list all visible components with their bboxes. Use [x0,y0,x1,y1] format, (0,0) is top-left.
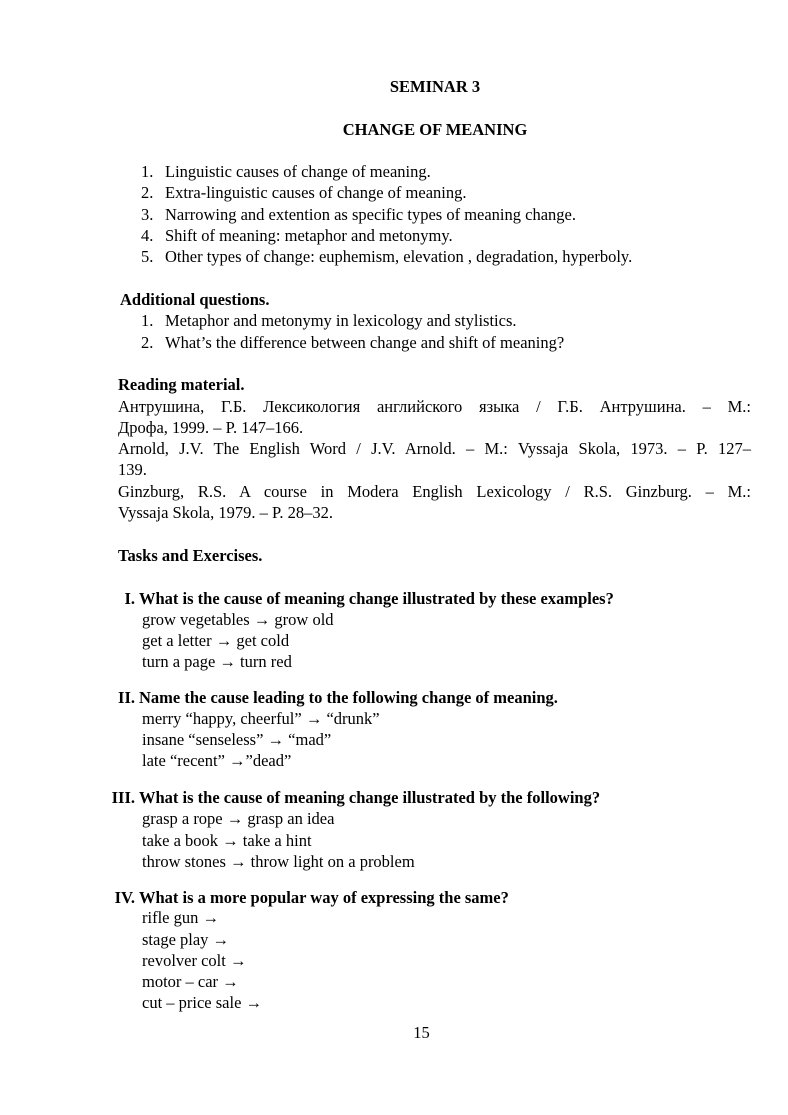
reading-heading: Reading material. [118,375,245,394]
example-line: late “recent” →”dead” [142,751,292,770]
tasks-heading: Tasks and Exercises. [118,546,263,565]
list-item: 3. Narrowing and extention as specific types of meaning change. [141,205,576,224]
example-line: throw stones → throw light on a problem [142,852,415,871]
example-line: revolver colt → [142,951,247,970]
list-item: 1. Linguistic causes of change of meaning. [141,162,431,181]
topic-text: Linguistic causes of change of meaning. [165,162,431,181]
example-line: rifle gun → [142,908,219,927]
reference-line: Vyssaja Skola, 1979. – P. 28–32. [118,503,333,522]
example-line: cut – price sale → [142,993,263,1012]
topic-text: Other types of change: euphemism, elevation , degradation, hyperboly. [165,247,633,266]
page-number: 15 [413,1023,430,1042]
topic-text: Shift of meaning: metaphor and metonymy. [165,226,453,245]
example-line: merry “happy, cheerful” → “drunk” [142,709,380,728]
exercise-question: What is the cause of meaning change illustrated by these examples? [139,589,614,608]
exercise-numeral: II. [118,688,135,707]
example-line: stage play → [142,930,230,949]
reference-line: Антрушина, Г.Б. Лексикология английского языка / Г.Б. Антрушина. – М.: [118,397,751,416]
example-line: get a letter → get cold [142,631,290,650]
exercise-numeral: IV. [114,888,135,907]
additional-heading: Additional questions. [120,290,270,309]
example-line: grow vegetables → grow old [142,610,334,629]
example-line: insane “senseless” → “mad” [142,730,332,749]
additional-text: Metaphor and metonymy in lexicology and stylistics. [165,311,517,330]
reference-line: 139. [118,460,147,479]
example-line: turn a page → turn red [142,652,292,671]
reference-line: Ginzburg, R.S. A course in Modera English Lexicology / R.S. Ginzburg. – M.: [118,482,751,501]
additional-text: What’s the difference between change and shift of meaning? [165,333,565,352]
list-item: 5. Other types of change: euphemism, elevation , degradation, hyperboly. [141,247,633,266]
exercise-numeral: III. [111,788,135,807]
exercise-question: What is a more popular way of expressing the same? [139,888,509,907]
exercise-question: What is the cause of meaning change illustrated by the following? [139,788,601,807]
list-item: 4. Shift of meaning: metaphor and metonymy. [141,226,453,245]
example-line: motor – car → [142,972,239,991]
seminar-heading: SEMINAR 3 [389,77,481,96]
list-item: 2. Extra-linguistic causes of change of meaning. [141,183,467,202]
exercise-question: Name the cause leading to the following change of meaning. [139,688,558,707]
topic-text: Narrowing and extention as specific types of meaning change. [165,205,576,224]
list-item: 1. Metaphor and metonymy in lexicology and stylistics. [141,311,517,330]
example-line: take a book → take a hint [142,831,312,850]
exercise-numeral: I. [124,589,135,608]
example-line: grasp a rope → grasp an idea [142,809,335,828]
list-item: 2. What’s the difference between change and shift of meaning? [141,333,565,352]
reference-line: Arnold, J.V. The English Word / J.V. Arnold. – M.: Vyssaja Skola, 1973. – P. 127– [118,439,751,458]
page-title: CHANGE OF MEANING [342,120,528,139]
reference-line: Дрофа, 1999. – P. 147–166. [118,418,304,437]
topic-text: Extra-linguistic causes of change of meaning. [165,183,467,202]
